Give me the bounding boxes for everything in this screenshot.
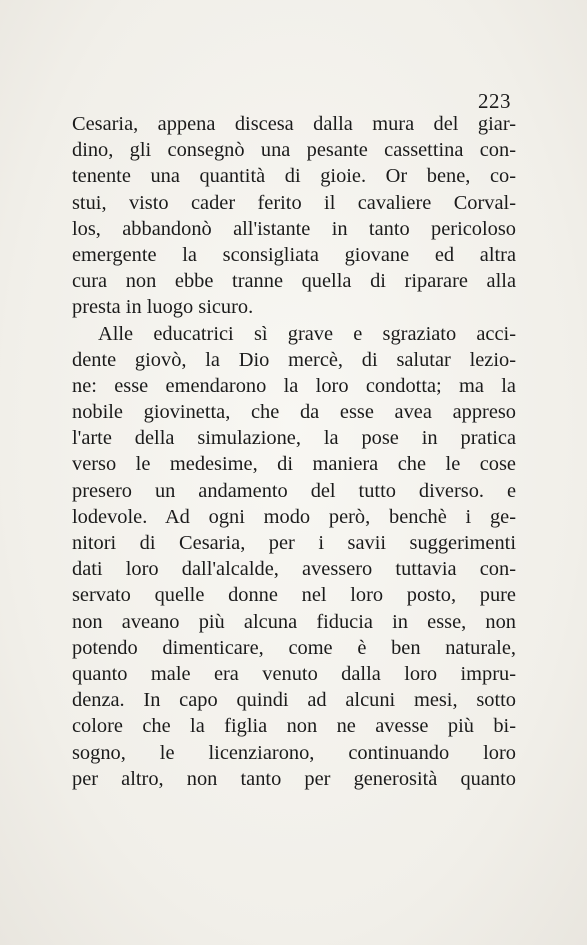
paragraph-2 [72,321,516,792]
text-line: emergente la sconsigliata giovane ed altra [72,243,516,266]
text-line: verso le medesime, di maniera che le cose [72,453,516,476]
text-line: servato quelle donne nel loro posto, pure [72,584,516,607]
text-line: ne: esse emendarono la loro condotta; ma la [72,374,516,397]
text-line: dente giovò, la Dio mercè, di salutar lezio- [72,348,516,371]
body-text [72,111,516,792]
text-line: Cesaria, appena discesa dalla mura del giar- [72,113,516,135]
text-line: presta in luogo sicuro. [72,296,254,319]
text-line: dino, gli consegnò una pesante cassettina con- [72,139,516,162]
text-line: sogno, le licenziarono, continuando loro [72,741,516,764]
text-line: per altro, non tanto per generosità quanto [72,767,516,790]
text-line: cura non ebbe tranne quella di riparare alla [72,270,516,293]
text-line: quanto male era venuto dalla loro impru- [72,662,516,685]
text-line: non aveano più alcuna fiducia in esse, non [72,610,516,633]
text-line: l'arte della simulazione, la pose in pratica [72,427,516,450]
text-line: dati loro dall'alcalde, avessero tuttavia con- [72,558,516,581]
text-line: potendo dimenticare, come è ben naturale, [72,636,516,659]
text-line: lodevole. Ad ogni modo però, benchè i ge- [72,505,516,528]
text-line: tenente una quantità di gioie. Or bene, co- [72,165,516,188]
text-line: colore che la figlia non ne avesse più bi- [72,715,516,738]
text-line: presero un andamento del tutto diverso. e [72,479,516,502]
text-line: denza. In capo quindi ad alcuni mesi, sotto [72,689,516,712]
page-number: 223 [478,89,511,113]
text-line: stui, visto cader ferito il cavaliere Corval- [72,191,516,214]
text-line: nobile giovinetta, che da esse avea appreso [72,401,516,424]
paragraph-1 [72,111,516,321]
text-line: los, abbandonò all'istante in tanto pericoloso [72,217,516,240]
text-line: Alle educatrici sì grave e sgraziato acci- [98,322,516,345]
text-line: nitori di Cesaria, per i savii suggerimenti [72,532,516,554]
